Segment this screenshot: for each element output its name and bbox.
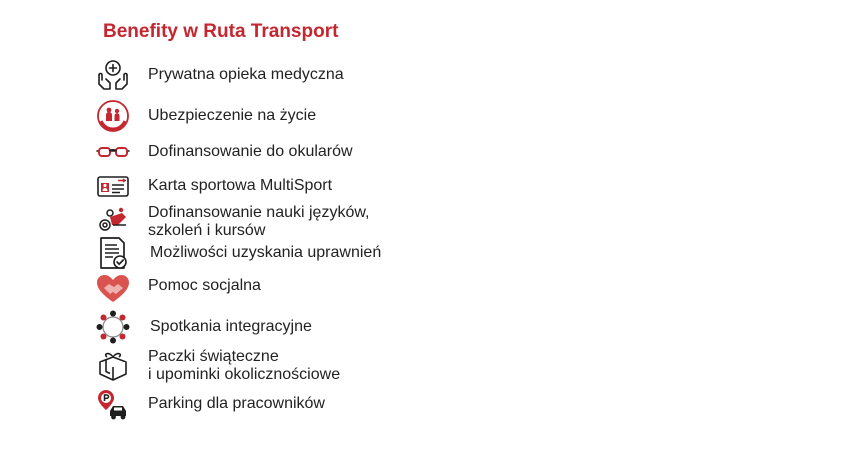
training-courses-icon — [96, 201, 130, 235]
medical-care-hands-icon — [96, 58, 130, 92]
glasses-icon — [96, 135, 130, 169]
handshake-heart-icon — [96, 272, 130, 306]
life-insurance-family-icon — [96, 99, 130, 133]
sport-card-icon — [96, 169, 130, 203]
benefit-label: Prywatna opieka medyczna — [148, 66, 344, 83]
benefit-label: Dofinansowanie nauki języków, szkoleń i kursów — [148, 204, 370, 239]
benefit-label: Spotkania integracyjne — [150, 318, 312, 335]
gift-box-icon — [96, 348, 130, 382]
benefit-label: Ubezpieczenie na życie — [148, 107, 317, 124]
page-title: Benefity w Ruta Transport — [103, 21, 339, 42]
certificate-document-icon — [96, 236, 130, 270]
parking-car-icon — [96, 388, 130, 422]
benefit-label: Karta sportowa MultiSport — [148, 177, 333, 194]
benefit-label: Pomoc socjalna — [148, 277, 261, 294]
team-network-icon — [96, 310, 130, 344]
benefit-label: Parking dla pracowników — [148, 395, 325, 412]
benefit-label: Dofinansowanie do okularów — [148, 143, 353, 160]
benefit-label: Możliwości uzyskania uprawnień — [150, 244, 382, 261]
benefit-label: Paczki świąteczne i upominki okolicznościowe — [148, 348, 341, 383]
